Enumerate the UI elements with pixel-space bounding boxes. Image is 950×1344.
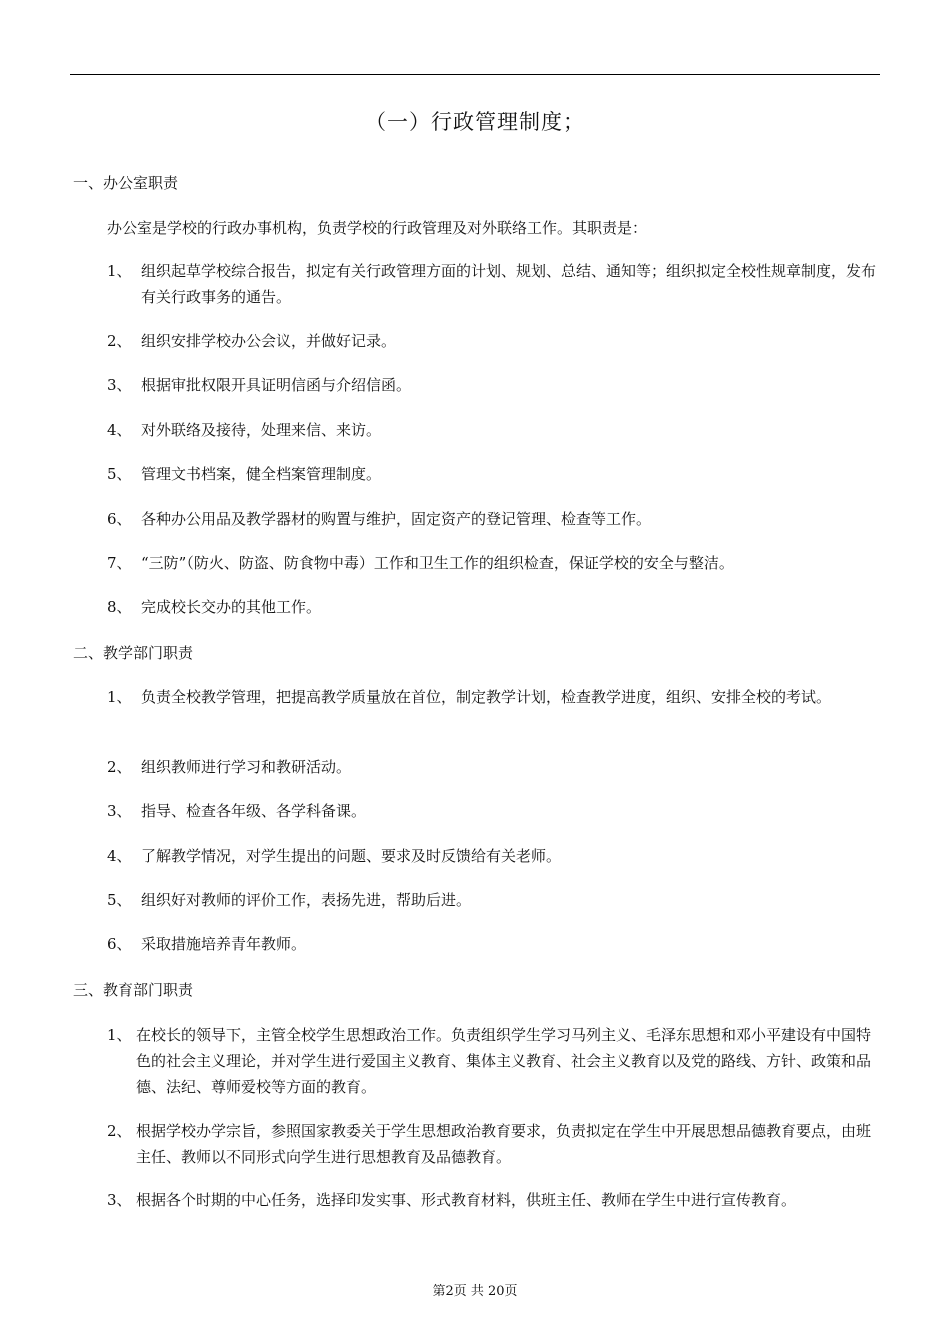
list-item: [107, 461, 882, 487]
list-item-number: 6、: [107, 510, 132, 528]
list-item-text: “三防”（防火、防盗、防食物中毒）工作和卫生工作的组织检查，保证学校的安全与整洁。: [141, 554, 734, 572]
list-item-number: 1、: [107, 688, 132, 706]
list-item-text: 组织起草学校综合报告，拟定有关行政管理方面的计划、规划、总结、通知等；组织拟定全校性规章制度，发布有关行政事务的通告。: [141, 262, 877, 306]
list-item-number: 3、: [107, 802, 132, 820]
list-item-text: 根据各个时期的中心任务，选择印发实事、形式教育材料，供班主任、教师在学生中进行宣传教育。: [136, 1191, 797, 1209]
list-item: [107, 931, 882, 957]
list-item-text: 在校长的领导下，主管全校学生思想政治工作。负责组织学生学习马列主义、毛泽东思想和邓小平建设有中国特色的社会主义理论，并对学生进行爱国主义教育、集体主义教育、社会主义教育以及党的路线、方针、政策和品德、法纪、尊师爱校等方面的教育。: [136, 1026, 872, 1096]
list-item-number: 5、: [107, 465, 132, 483]
list-item: [107, 843, 882, 869]
list-item-text: 对外联络及接待，处理来信、来访。: [141, 421, 382, 439]
list-item-number: 2、: [107, 1122, 132, 1140]
section-heading-education: 三、教育部门职责: [73, 981, 194, 999]
list-item: [107, 1118, 882, 1170]
list-item: [107, 328, 882, 354]
list-item-number: 4、: [107, 421, 132, 439]
list-item: [107, 372, 882, 398]
list-item: [107, 798, 882, 824]
list-item-text: 完成校长交办的其他工作。: [141, 598, 322, 616]
section-heading-teaching: 二、教学部门职责: [73, 644, 194, 662]
list-item-number: 1、: [107, 1026, 132, 1044]
list-item-text: 组织安排学校办公会议，并做好记录。: [141, 332, 397, 350]
list-item-text: 组织好对教师的评价工作，表扬先进，帮助后进。: [141, 891, 472, 909]
list-item-number: 4、: [107, 847, 132, 865]
list-item: [107, 417, 882, 443]
list-item: [107, 1022, 882, 1100]
list-item-text: 采取措施培养青年教师。: [141, 935, 307, 953]
list-item-text: 根据审批权限开具证明信函与介绍信函。: [141, 376, 412, 394]
list-item: [107, 258, 882, 310]
document-title: （一）行政管理制度；: [365, 110, 585, 134]
list-item-text: 管理文书档案，健全档案管理制度。: [141, 465, 382, 483]
list-item-text: 组织教师进行学习和教研活动。: [141, 758, 352, 776]
list-item-number: 2、: [107, 332, 132, 350]
list-item-text: 负责全校教学管理，把提高教学质量放在首位，制定教学计划，检查教学进度，组织、安排全校的考试。: [141, 688, 832, 706]
list-item: [107, 684, 882, 710]
list-item-number: 5、: [107, 891, 132, 909]
list-item-number: 7、: [107, 554, 132, 572]
list-item: [107, 594, 882, 620]
list-item: [107, 1187, 882, 1213]
list-item-number: 2、: [107, 758, 132, 776]
list-item-number: 8、: [107, 598, 132, 616]
list-item-text: 指导、检查各年级、各学科备课。: [141, 802, 367, 820]
list-item-text: 了解教学情况，对学生提出的问题、要求及时反馈给有关老师。: [141, 847, 562, 865]
list-item-number: 1、: [107, 262, 132, 280]
section-heading-office: 一、办公室职责: [73, 174, 179, 192]
list-item: [107, 506, 882, 532]
list-item-number: 3、: [107, 376, 132, 394]
header-rule: [70, 74, 880, 75]
list-item: [107, 887, 882, 913]
list-item-number: 6、: [107, 935, 132, 953]
section-intro-office: 办公室是学校的行政办事机构，负责学校的行政管理及对外联络工作。其职责是：: [107, 219, 648, 237]
list-item-text: 根据学校办学宗旨，参照国家教委关于学生思想政治教育要求，负责拟定在学生中开展思想品德教育要点，由班主任、教师以不同形式向学生进行思想教育及品德教育。: [136, 1122, 872, 1166]
list-item-number: 3、: [107, 1191, 132, 1209]
page-footer: 第2页 共 20页: [432, 1284, 518, 1299]
list-item: [107, 754, 882, 780]
list-item: [107, 550, 882, 576]
list-item-text: 各种办公用品及教学器材的购置与维护，固定资产的登记管理、检查等工作。: [141, 510, 652, 528]
